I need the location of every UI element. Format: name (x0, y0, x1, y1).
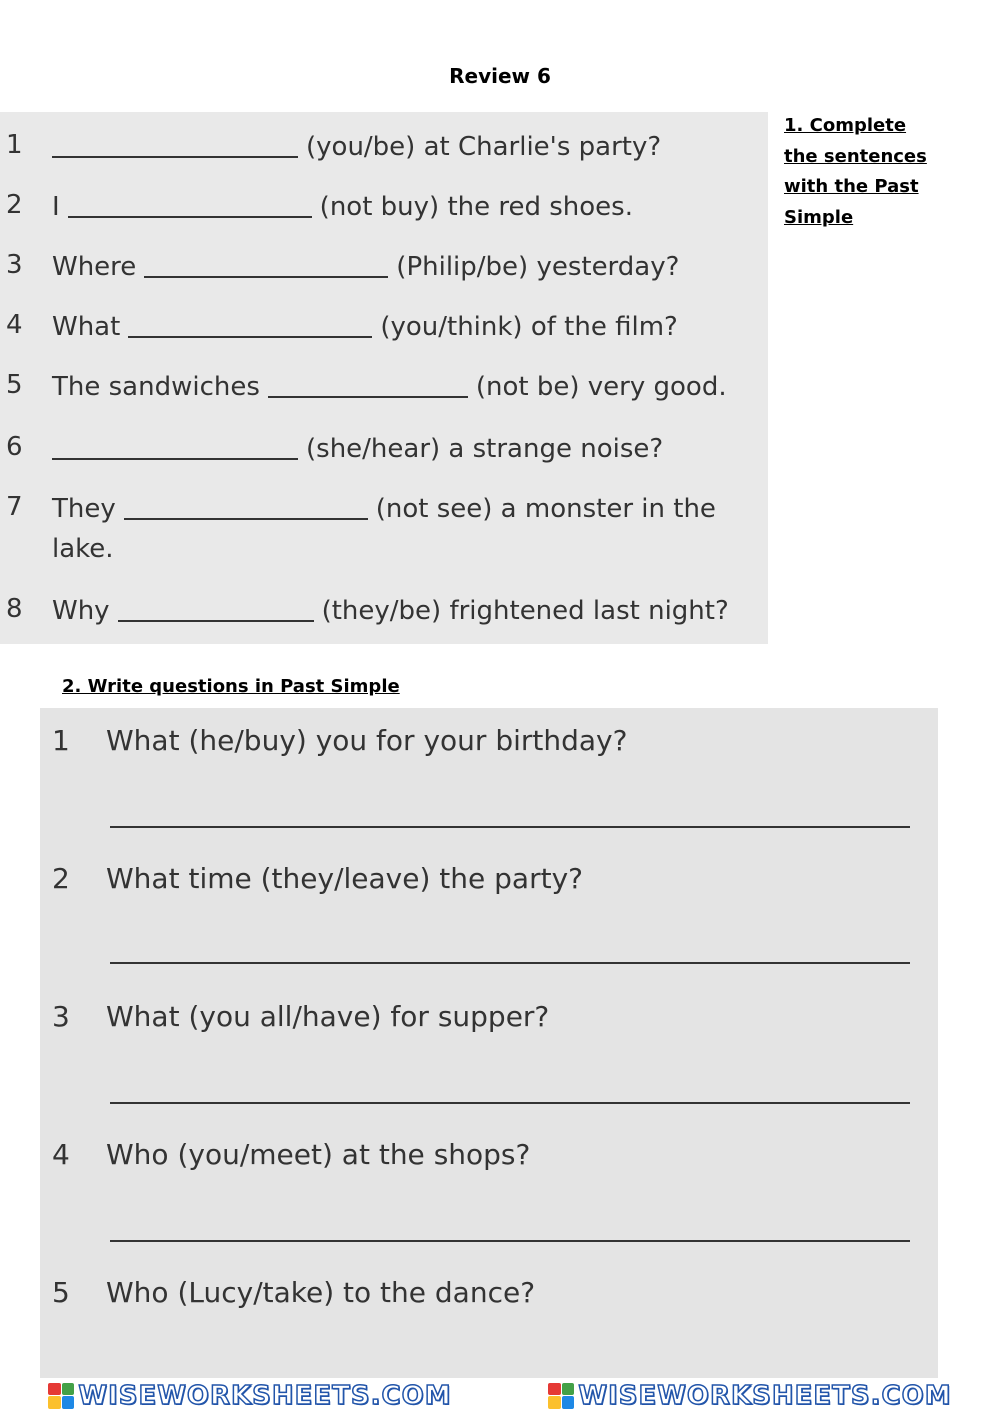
item-number: 5 (6, 370, 23, 400)
item-number: 3 (52, 1000, 70, 1033)
item-number: 4 (6, 310, 23, 340)
wiseworksheets-logo-icon (48, 1383, 74, 1409)
answer-blank[interactable] (144, 250, 388, 278)
item-number: 6 (6, 432, 23, 462)
answer-line[interactable] (110, 1102, 910, 1104)
item-text: (not see) a monster in the (375, 494, 716, 524)
exercise-1-item (0, 190, 768, 230)
item-number: 2 (52, 862, 70, 895)
answer-blank[interactable] (118, 594, 314, 622)
item-number: 8 (6, 594, 23, 624)
item-text: (she/hear) a strange noise? (306, 434, 664, 464)
item-text-before: I (52, 192, 60, 222)
item-text-before: Why (52, 596, 110, 626)
question-text: What time (they/leave) the party? (106, 862, 583, 895)
item-number: 1 (6, 130, 23, 160)
logo-text: WISEWORKSHEETS.COM (578, 1380, 952, 1411)
wiseworksheets-logo-icon (548, 1383, 574, 1409)
footer-watermark (0, 1378, 1000, 1413)
item-text-before: They (52, 494, 116, 524)
exercise-1-panel (0, 112, 768, 644)
exercise-1-item (0, 130, 768, 170)
item-number: 3 (6, 250, 23, 280)
exercise-1-item (0, 250, 768, 290)
question-text: Who (Lucy/take) to the dance? (106, 1276, 536, 1309)
question-text: Who (you/meet) at the shops? (106, 1138, 531, 1171)
item-text-before: What (52, 312, 121, 342)
answer-blank[interactable] (124, 492, 368, 520)
answer-line[interactable] (110, 826, 910, 828)
answer-line[interactable] (110, 962, 910, 964)
item-text: (not be) very good. (475, 372, 727, 402)
question-text: What (you all/have) for supper? (106, 1000, 550, 1033)
answer-line[interactable] (110, 1240, 910, 1242)
logo-text: WISEWORKSHEETS.COM (78, 1380, 452, 1411)
exercise-2-instruction: 2. Write questions in Past Simple (62, 676, 400, 697)
item-text: (Philip/be) yesterday? (396, 252, 680, 282)
item-text: (you/be) at Charlie's party? (306, 132, 662, 162)
answer-blank[interactable] (68, 190, 312, 218)
item-number: 4 (52, 1138, 70, 1171)
answer-blank[interactable] (52, 432, 298, 460)
page-title: Review 6 (449, 64, 551, 88)
exercise-1-instruction: 1. Complete the sentences with the Past Simple (784, 115, 927, 228)
exercise-1-item (0, 492, 768, 532)
item-number: 5 (52, 1276, 70, 1309)
item-text-before: Where (52, 252, 137, 282)
item-number: 1 (52, 724, 70, 757)
wiseworksheets-logo (548, 1381, 951, 1411)
item-text: (they/be) frightened last night? (321, 596, 729, 626)
answer-blank[interactable] (268, 370, 468, 398)
exercise-1-item (0, 594, 768, 634)
item-number: 2 (6, 190, 23, 220)
item-text: (not buy) the red shoes. (319, 192, 633, 222)
wiseworksheets-logo (48, 1381, 451, 1411)
item-continuation: lake. (52, 534, 114, 564)
exercise-1-item (0, 370, 768, 410)
exercise-1-item (0, 310, 768, 350)
item-text: (you/think) of the film? (380, 312, 678, 342)
answer-blank[interactable] (52, 130, 298, 158)
item-number: 7 (6, 492, 23, 522)
item-text-before: The sandwiches (52, 372, 260, 402)
answer-blank[interactable] (128, 310, 372, 338)
exercise-1-item (0, 432, 768, 472)
question-text: What (he/buy) you for your birthday? (106, 724, 628, 757)
